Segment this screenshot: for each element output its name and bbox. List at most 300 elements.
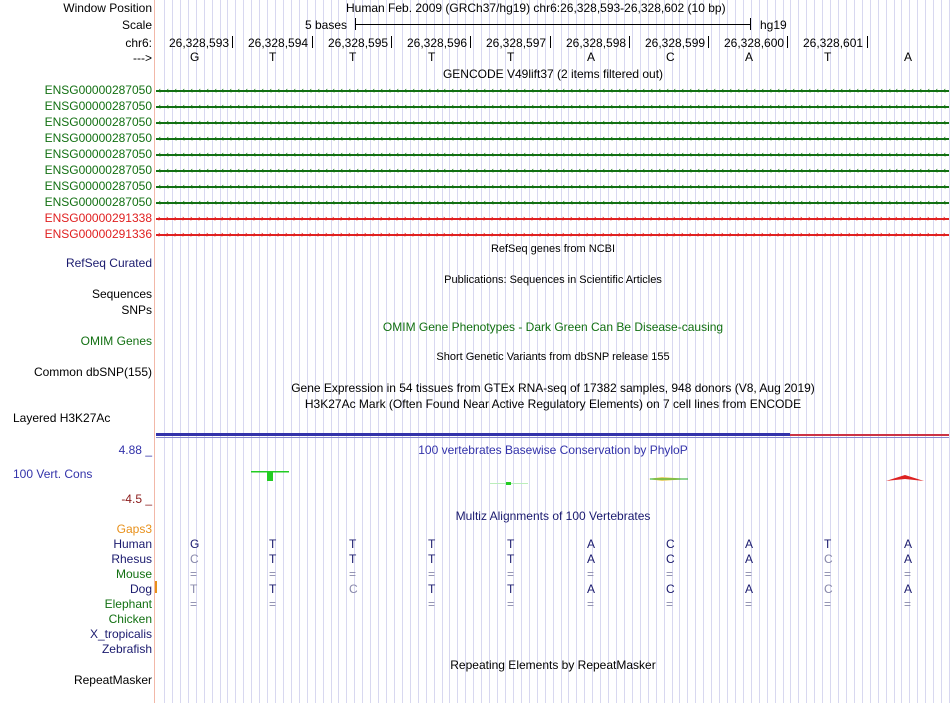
strand-chevron: ‹ (673, 117, 676, 127)
strand-chevron: ‹ (158, 117, 161, 127)
gaps3-label[interactable]: Gaps3 (116, 522, 152, 536)
reference-base: A (587, 50, 596, 64)
phylop-track-title[interactable]: 100 vertebrates Basewise Conservation by PhyloP (418, 443, 688, 457)
strand-chevron: ‹ (705, 117, 708, 127)
strand-chevron: ‹ (689, 133, 692, 143)
strand-chevron: ‹ (713, 165, 716, 175)
strand-chevron: ‹ (499, 181, 502, 191)
strand-chevron: › (293, 229, 296, 239)
strand-chevron: ‹ (658, 165, 661, 175)
strand-chevron: ‹ (911, 133, 914, 143)
strand-chevron: ‹ (555, 181, 558, 191)
strand-chevron: ‹ (499, 85, 502, 95)
strand-chevron: ‹ (634, 197, 637, 207)
strand-chevron: ‹ (451, 149, 454, 159)
strand-chevron: › (340, 229, 343, 239)
strand-chevron: ‹ (895, 149, 898, 159)
strand-chevron: ‹ (832, 117, 835, 127)
strand-chevron: ‹ (816, 181, 819, 191)
strand-chevron: ‹ (864, 181, 867, 191)
strand-chevron: ‹ (261, 149, 264, 159)
strand-chevron: ‹ (824, 197, 827, 207)
strand-chevron: ‹ (666, 165, 669, 175)
strand-chevron: ‹ (332, 181, 335, 191)
strand-chevron: › (911, 229, 914, 239)
strand-chevron: ‹ (610, 133, 613, 143)
strand-chevron: ‹ (539, 197, 542, 207)
strand-chevron: › (166, 229, 169, 239)
strand-chevron: ‹ (769, 101, 772, 111)
strand-chevron: ‹ (721, 181, 724, 191)
strand-chevron: ‹ (293, 197, 296, 207)
strand-chevron: ‹ (459, 133, 462, 143)
strand-chevron: › (523, 213, 526, 223)
strand-chevron: › (832, 229, 835, 239)
strand-chevron: ‹ (451, 117, 454, 127)
strand-chevron: ‹ (729, 181, 732, 191)
strand-chevron: ‹ (451, 165, 454, 175)
strand-chevron: ‹ (753, 165, 756, 175)
strand-chevron: ‹ (229, 149, 232, 159)
strand-chevron: ‹ (467, 101, 470, 111)
strand-chevron: › (586, 229, 589, 239)
strand-chevron: ‹ (800, 133, 803, 143)
strand-chevron: ‹ (221, 85, 224, 95)
strand-chevron: ‹ (642, 85, 645, 95)
strand-chevron: ‹ (602, 133, 605, 143)
strand-chevron: ‹ (832, 101, 835, 111)
gencode-gene-feature[interactable] (156, 165, 949, 175)
strand-chevron: ‹ (301, 101, 304, 111)
strand-chevron: ‹ (174, 117, 177, 127)
strand-chevron: ‹ (348, 149, 351, 159)
strand-chevron: ‹ (903, 197, 906, 207)
strand-chevron: ‹ (761, 149, 764, 159)
strand-chevron: ‹ (895, 181, 898, 191)
strand-chevron: ‹ (673, 85, 676, 95)
strand-chevron: ‹ (261, 101, 264, 111)
strand-chevron: ‹ (237, 85, 240, 95)
strand-chevron: ‹ (895, 197, 898, 207)
repeatmasker-label[interactable]: RepeatMasker (73, 673, 152, 687)
strand-chevron: › (332, 213, 335, 223)
gtex-track-title[interactable]: Gene Expression in 54 tissues from GTEx RNA-seq of 17382 samples, 948 donors (V8, Aug 2019) (291, 381, 815, 395)
gencode-gene-feature[interactable] (156, 229, 949, 239)
strand-chevron: ‹ (348, 133, 351, 143)
strand-chevron: ‹ (840, 165, 843, 175)
strand-chevron: ‹ (824, 181, 827, 191)
strand-chevron: ‹ (808, 181, 811, 191)
strand-chevron: ‹ (729, 149, 732, 159)
common-dbsnp-label[interactable]: Common dbSNP(155) (33, 365, 152, 379)
strand-chevron: ‹ (705, 197, 708, 207)
strand-chevron: ‹ (848, 181, 851, 191)
strand-chevron: ‹ (903, 85, 906, 95)
strand-chevron: ‹ (245, 133, 248, 143)
strand-chevron: ‹ (380, 165, 383, 175)
strand-chevron: › (245, 229, 248, 239)
strand-chevron: ‹ (943, 181, 946, 191)
species-label[interactable]: Mouse (115, 567, 152, 581)
strand-chevron: ‹ (610, 165, 613, 175)
strand-chevron: ‹ (253, 85, 256, 95)
strand-chevron: ‹ (848, 117, 851, 127)
strand-chevron: ‹ (190, 181, 193, 191)
gencode-gene-label[interactable]: ENSG00000291336 (44, 227, 152, 241)
strand-chevron: ‹ (190, 197, 193, 207)
strand-chevron: ‹ (214, 85, 217, 95)
refseq-track-title[interactable]: RefSeq genes from NCBI (490, 243, 616, 255)
strand-chevron: ‹ (467, 117, 470, 127)
strand-chevron: › (880, 213, 883, 223)
strand-chevron: ‹ (681, 101, 684, 111)
strand-chevron: ‹ (880, 181, 883, 191)
position-tick (708, 36, 709, 48)
gencode-gene-label[interactable]: ENSG00000287050 (44, 115, 152, 129)
strand-chevron: ‹ (927, 133, 930, 143)
strand-chevron: › (673, 229, 676, 239)
strand-chevron: › (594, 213, 597, 223)
strand-chevron: ‹ (325, 149, 328, 159)
strand-chevron: › (935, 213, 938, 223)
strand-chevron: ‹ (459, 101, 462, 111)
strand-chevron: ‹ (206, 117, 209, 127)
strand-chevron: ‹ (348, 101, 351, 111)
species-label[interactable]: Elephant (104, 597, 152, 611)
h3k27ac-track-title[interactable]: H3K27Ac Mark (Often Found Near Active Regulatory Elements) on 7 cell lines from ENCODE (304, 397, 802, 411)
strand-chevron: › (570, 213, 573, 223)
strand-chevron: ‹ (166, 101, 169, 111)
strand-chevron: › (626, 213, 629, 223)
aligned-base: C (190, 552, 199, 566)
aligned-base: T (507, 537, 515, 551)
strand-chevron: ‹ (515, 101, 518, 111)
strand-chevron: ‹ (531, 101, 534, 111)
strand-chevron: › (586, 213, 589, 223)
species-label[interactable]: Rhesus (111, 552, 152, 566)
strand-chevron: ‹ (277, 165, 280, 175)
strand-chevron: ‹ (777, 165, 780, 175)
position-tick (312, 36, 313, 48)
gencode-gene-feature[interactable] (156, 85, 949, 95)
strand-chevron: ‹ (872, 117, 875, 127)
strand-chevron: ‹ (919, 165, 922, 175)
strand-chevron: ‹ (325, 117, 328, 127)
strand-chevron: ‹ (412, 197, 415, 207)
strand-chevron: ‹ (705, 85, 708, 95)
strand-chevron: ‹ (158, 165, 161, 175)
strand-chevron: ‹ (364, 133, 367, 143)
species-label[interactable]: Zebrafish (101, 642, 152, 656)
strand-chevron: ‹ (745, 149, 748, 159)
strand-chevron: ‹ (642, 197, 645, 207)
strand-chevron: ‹ (507, 117, 510, 127)
strand-chevron: ‹ (404, 133, 407, 143)
species-label[interactable]: Dog (129, 582, 152, 596)
strand-chevron: ‹ (483, 85, 486, 95)
strand-chevron: ‹ (396, 197, 399, 207)
aligned-base: T (428, 552, 436, 566)
strand-chevron: ‹ (919, 133, 922, 143)
strand-chevron: ‹ (356, 149, 359, 159)
strand-chevron: ‹ (515, 197, 518, 207)
strand-chevron: › (491, 213, 494, 223)
strand-chevron: ‹ (467, 197, 470, 207)
omim-track-title[interactable]: OMIM Gene Phenotypes - Dark Green Can Be Disease-causing (382, 320, 724, 334)
strand-chevron: › (467, 229, 470, 239)
layered-h3k27ac-label[interactable]: Layered H3K27Ac (13, 411, 111, 425)
strand-chevron: ‹ (610, 117, 613, 127)
strand-chevron: ‹ (895, 101, 898, 111)
aligned-base: A (745, 582, 754, 596)
strand-chevron: › (539, 229, 542, 239)
strand-chevron: ‹ (594, 133, 597, 143)
strand-chevron: ‹ (618, 197, 621, 207)
strand-chevron: ‹ (903, 133, 906, 143)
strand-chevron: ‹ (475, 165, 478, 175)
strand-chevron: ‹ (658, 149, 661, 159)
strand-chevron: › (388, 213, 391, 223)
phylop-track-label[interactable]: 100 Vert. Cons (13, 467, 93, 481)
strand-chevron: ‹ (340, 133, 343, 143)
strand-chevron: ‹ (491, 197, 494, 207)
species-label[interactable]: Chicken (108, 612, 152, 626)
strand-chevron: › (174, 213, 177, 223)
strand-chevron: ‹ (539, 101, 542, 111)
strand-chevron: ‹ (491, 85, 494, 95)
gencode-gene-feature[interactable] (156, 197, 949, 207)
strand-chevron: ‹ (237, 149, 240, 159)
strand-chevron: ‹ (864, 197, 867, 207)
reference-base: C (666, 50, 675, 64)
strand-chevron: ‹ (570, 181, 573, 191)
strand-chevron: ‹ (792, 85, 795, 95)
refseq-curated-label[interactable]: RefSeq Curated (65, 256, 152, 270)
strand-chevron: ‹ (388, 133, 391, 143)
strand-chevron: ‹ (642, 101, 645, 111)
strand-chevron: ‹ (523, 85, 526, 95)
strand-chevron: ‹ (253, 197, 256, 207)
strand-chevron: › (784, 229, 787, 239)
strand-chevron: ‹ (301, 165, 304, 175)
strand-chevron: ‹ (539, 133, 542, 143)
strand-chevron: ‹ (515, 181, 518, 191)
gencode-gene-feature[interactable] (156, 117, 949, 127)
strand-chevron: ‹ (713, 197, 716, 207)
strand-chevron: ‹ (317, 101, 320, 111)
gencode-gene-label[interactable]: ENSG00000287050 (44, 163, 152, 177)
strand-chevron: ‹ (935, 133, 938, 143)
aligned-base: = (349, 567, 357, 581)
aligned-base: = (824, 567, 832, 581)
strand-chevron: › (721, 213, 724, 223)
strand-chevron: ‹ (602, 117, 605, 127)
strand-chevron: ‹ (388, 117, 391, 127)
species-label[interactable]: X_tropicalis (89, 627, 152, 641)
strand-chevron: › (364, 213, 367, 223)
strand-chevron: ‹ (777, 85, 780, 95)
gencode-gene-label[interactable]: ENSG00000287050 (44, 147, 152, 161)
strand-chevron: ‹ (816, 117, 819, 127)
strand-chevron: › (903, 229, 906, 239)
strand-chevron: ‹ (332, 197, 335, 207)
strand-chevron: ‹ (507, 149, 510, 159)
strand-chevron: ‹ (198, 101, 201, 111)
aligned-base: = (587, 597, 595, 611)
strand-chevron: ‹ (190, 117, 193, 127)
position-label: 26,328,593 (169, 36, 230, 50)
strand-chevron: ‹ (515, 149, 518, 159)
strand-chevron: ‹ (269, 165, 272, 175)
strand-chevron: ‹ (229, 85, 232, 95)
strand-chevron: › (483, 229, 486, 239)
strand-chevron: › (309, 213, 312, 223)
strand-chevron: ‹ (166, 181, 169, 191)
strand-chevron: › (555, 229, 558, 239)
window-position-label: Window Position (63, 1, 152, 15)
gencode-gene-label[interactable]: ENSG00000287050 (44, 195, 152, 209)
strand-chevron: ‹ (943, 117, 946, 127)
strand-chevron: ‹ (816, 197, 819, 207)
strand-chevron: ‹ (174, 85, 177, 95)
gencode-gene-feature[interactable] (156, 213, 949, 223)
omim-genes-label[interactable]: OMIM Genes (80, 334, 152, 348)
strand-chevron: › (856, 213, 859, 223)
strand-chevron: ‹ (919, 117, 922, 127)
strand-chevron: ‹ (673, 101, 676, 111)
strand-chevron: › (523, 229, 526, 239)
strand-chevron: ‹ (467, 85, 470, 95)
strand-chevron: ‹ (475, 149, 478, 159)
aligned-base: C (666, 552, 675, 566)
gencode-gene-label[interactable]: ENSG00000287050 (44, 83, 152, 97)
strand-chevron: ‹ (737, 165, 740, 175)
strand-chevron: ‹ (499, 117, 502, 127)
strand-chevron: ‹ (277, 181, 280, 191)
strand-chevron: › (848, 213, 851, 223)
strand-chevron: › (499, 229, 502, 239)
strand-chevron: ‹ (245, 149, 248, 159)
publications-track-title[interactable]: Publications: Sequences in Scientific Articles (444, 274, 662, 286)
strand-chevron: ‹ (293, 133, 296, 143)
strand-chevron: ‹ (285, 85, 288, 95)
strand-chevron: ‹ (253, 133, 256, 143)
strand-chevron: ‹ (848, 133, 851, 143)
strand-chevron: › (396, 229, 399, 239)
sequences-label[interactable]: Sequences (91, 287, 152, 301)
gencode-gene-feature[interactable] (156, 149, 949, 159)
multiz-track-title[interactable]: Multiz Alignments of 100 Vertebrates (455, 509, 651, 523)
strand-chevron: ‹ (166, 149, 169, 159)
strand-chevron: ‹ (832, 149, 835, 159)
strand-chevron: ‹ (943, 85, 946, 95)
strand-chevron: › (888, 229, 891, 239)
strand-chevron: ‹ (412, 181, 415, 191)
gencode-gene-feature[interactable] (156, 181, 949, 191)
snps-label[interactable]: SNPs (121, 303, 152, 317)
strand-chevron: ‹ (428, 85, 431, 95)
strand-chevron: ‹ (594, 117, 597, 127)
gencode-gene-label[interactable]: ENSG00000287050 (44, 179, 152, 193)
strand-chevron: › (491, 229, 494, 239)
strand-chevron: › (229, 213, 232, 223)
gencode-gene-label[interactable]: ENSG00000287050 (44, 131, 152, 145)
species-label[interactable]: Human (113, 537, 152, 551)
strand-chevron: ‹ (666, 101, 669, 111)
strand-chevron: ‹ (919, 197, 922, 207)
strand-chevron: ‹ (436, 165, 439, 175)
strand-chevron: ‹ (586, 133, 589, 143)
strand-chevron: ‹ (372, 117, 375, 127)
strand-chevron: ‹ (372, 149, 375, 159)
strand-chevron: › (832, 213, 835, 223)
strand-chevron: ‹ (697, 101, 700, 111)
strand-chevron: ‹ (182, 85, 185, 95)
strand-chevron: ‹ (800, 165, 803, 175)
gencode-track-title[interactable]: GENCODE V49lift37 (2 items filtered out) (442, 67, 664, 81)
strand-chevron: ‹ (523, 101, 526, 111)
strand-chevron: ‹ (689, 165, 692, 175)
strand-chevron: ‹ (325, 85, 328, 95)
position-label: 26,328,600 (724, 36, 785, 50)
strand-chevron: ‹ (753, 133, 756, 143)
strand-chevron: ‹ (562, 117, 565, 127)
gencode-gene-label[interactable]: ENSG00000287050 (44, 99, 152, 113)
strand-chevron: ‹ (301, 117, 304, 127)
aligned-base: A (745, 552, 754, 566)
strand-chevron: ‹ (840, 117, 843, 127)
gencode-gene-feature[interactable] (156, 101, 949, 111)
dog-gap-marker (155, 581, 157, 593)
gencode-gene-label[interactable]: ENSG00000291338 (44, 211, 152, 225)
aligned-base: T (349, 552, 357, 566)
strand-chevron: › (792, 213, 795, 223)
strand-chevron: ‹ (689, 197, 692, 207)
strand-chevron: ‹ (602, 101, 605, 111)
strand-chevron: ‹ (555, 149, 558, 159)
strand-chevron: ‹ (737, 85, 740, 95)
strand-chevron: ‹ (602, 197, 605, 207)
dbsnp-track-title[interactable]: Short Genetic Variants from dbSNP release 155 (436, 351, 670, 363)
strand-chevron: ‹ (214, 101, 217, 111)
aligned-base: = (269, 597, 277, 611)
strand-chevron: ‹ (198, 197, 201, 207)
strand-chevron: ‹ (340, 181, 343, 191)
strand-chevron: ‹ (348, 165, 351, 175)
strand-chevron: ‹ (666, 149, 669, 159)
strand-chevron: ‹ (237, 165, 240, 175)
strand-chevron: ‹ (340, 101, 343, 111)
strand-chevron: › (356, 213, 359, 223)
strand-chevron: ‹ (634, 133, 637, 143)
gencode-gene-feature[interactable] (156, 133, 949, 143)
strand-chevron: ‹ (348, 85, 351, 95)
strand-chevron: ‹ (650, 197, 653, 207)
strand-chevron: ‹ (562, 181, 565, 191)
strand-chevron: ‹ (888, 165, 891, 175)
strand-chevron: ‹ (697, 165, 700, 175)
strand-chevron: ‹ (824, 117, 827, 127)
strand-chevron: ‹ (562, 101, 565, 111)
phylop-peak-4 (886, 475, 924, 481)
strand-chevron: ‹ (562, 197, 565, 207)
repeatmasker-track-title[interactable]: Repeating Elements by RepeatMasker (450, 658, 656, 672)
strand-chevron: ‹ (697, 149, 700, 159)
strand-chevron: ‹ (713, 181, 716, 191)
strand-chevron: ‹ (388, 165, 391, 175)
strand-chevron: ‹ (269, 181, 272, 191)
strand-chevron: ‹ (864, 85, 867, 95)
